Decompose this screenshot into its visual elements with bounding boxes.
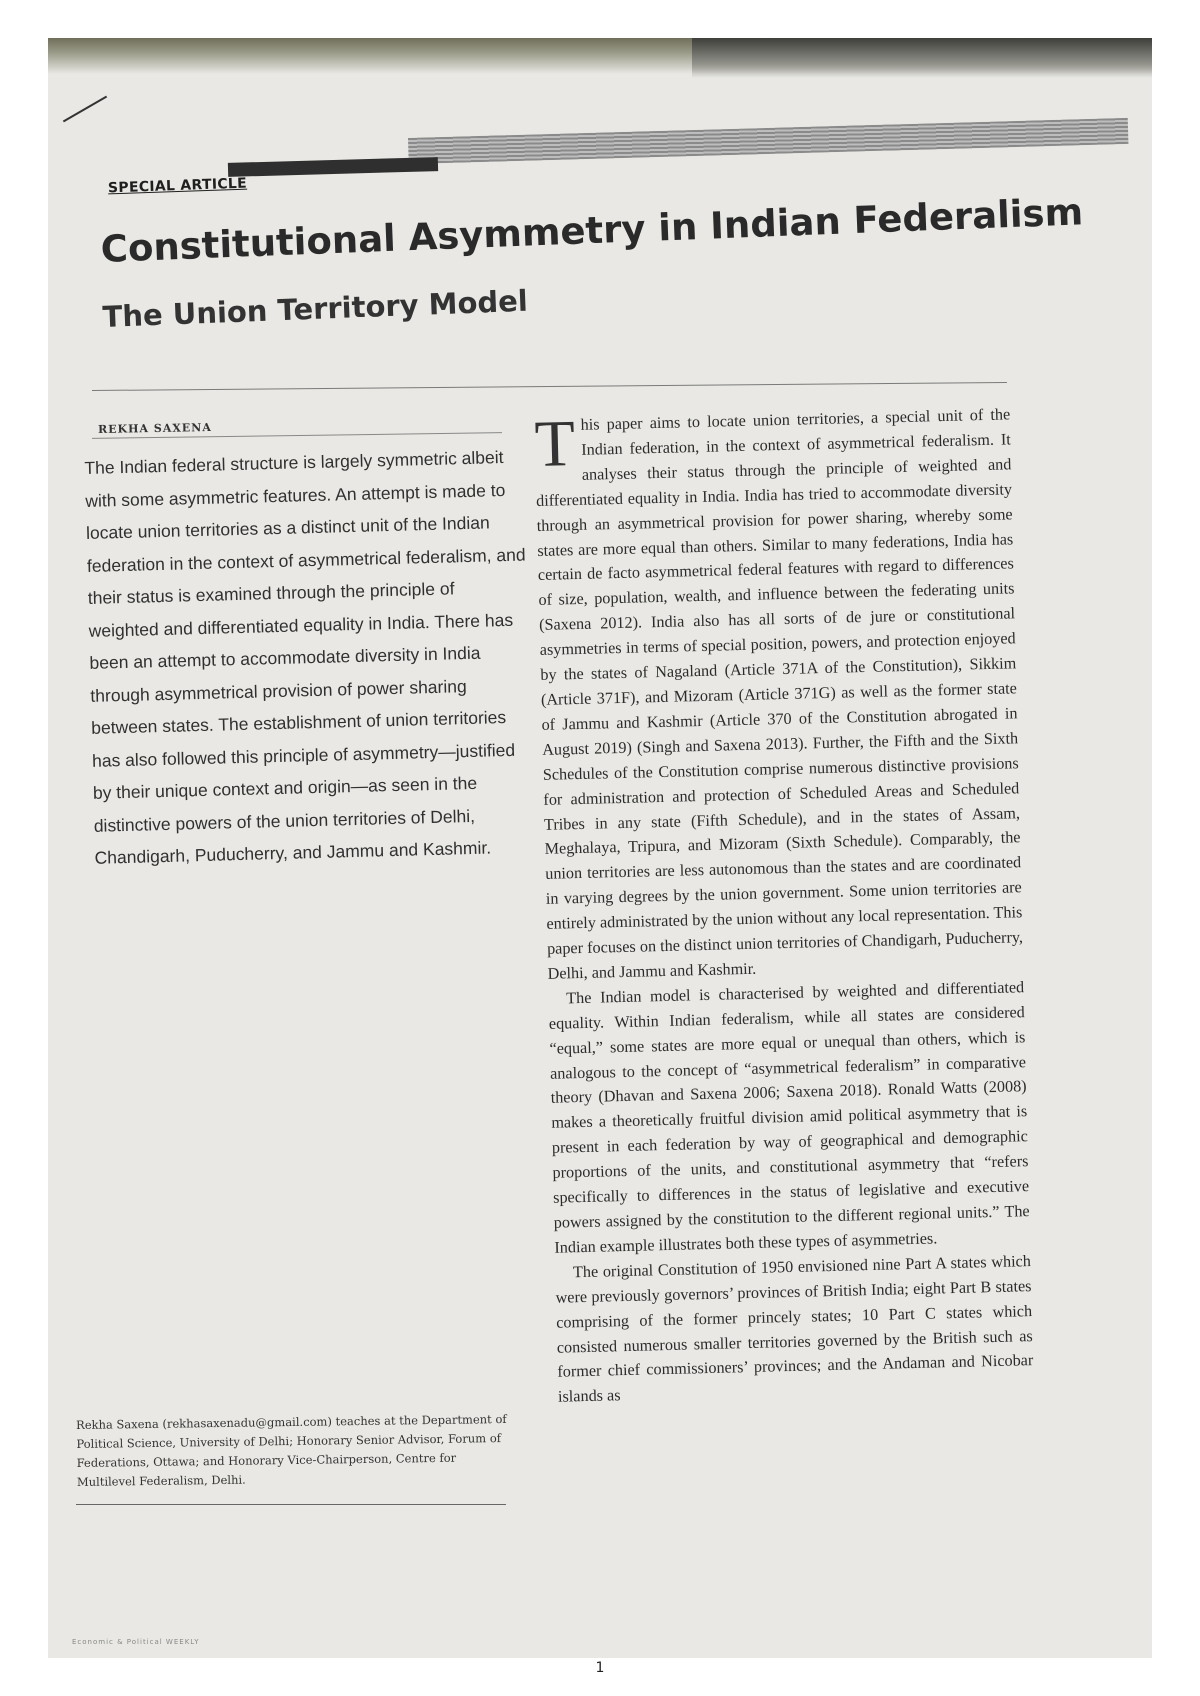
scanned-page bbox=[48, 38, 1152, 1658]
body-paragraph-3: The original Constitution of 1950 envisioned nine Part A states which were previously governors’ provinces of British India; eight Part B states comprising of the former princely states; 10 Part C states which consisted numerous smaller territories governed by the British such as former chief commissioners’ provinces; and the Andaman and Nicobar islands as bbox=[555, 1251, 1034, 1407]
page-curl-shadow bbox=[692, 38, 1152, 78]
body-column bbox=[534, 402, 1034, 1410]
section-label: SPECIAL ARTICLE bbox=[107, 175, 248, 197]
body-paragraph-2: The Indian model is characterised by weighted and differentiated equality. Within Indian federalism, while all states are considered “equal,” some states are more equal or unequal than others, which is analogous to the concept of “asymmetrical federalism” in comparative theory (Dhavan and Saxena 2006; Saxena 2018). Ronald Watts (2008) makes a theoretically fruitful division amid political asymmetry that is present in each federation by way of geographical and demographic proportions of the units, and constitutional asymmetry that “refers specifically to differences in the status of legislative and executive powers assigned by the constitution to the different regional units.” The Indian example illustrates both these types of asymmetries. bbox=[548, 978, 1030, 1257]
header-dark-bar bbox=[228, 157, 438, 177]
page-number: 1 bbox=[595, 1660, 605, 1676]
journal-footer: Economic & Political WEEKLY bbox=[72, 1638, 200, 1646]
body-paragraph-1 bbox=[534, 402, 1024, 986]
article-title: Constitutional Asymmetry in Indian Federalism bbox=[100, 190, 1084, 271]
header-stripe bbox=[408, 118, 1128, 164]
title-rule bbox=[92, 382, 1007, 391]
margin-mark bbox=[63, 96, 107, 123]
drop-cap: T bbox=[533, 407, 576, 481]
abstract bbox=[84, 440, 535, 874]
article-subtitle: The Union Territory Model bbox=[102, 283, 529, 334]
author-name: REKHA SAXENA bbox=[97, 421, 212, 436]
abstract-text: The Indian federal structure is largely symmetric albeit with some asymmetric features. An attempt is made to locate union territories as a distinct unit of the Indian federation in the context of asymmetrical federalism, and their status is examined through the principle of weighted and differentiated equality in India. There has been an attempt to accommodate diversity in India through asymmetrical provision of power sharing between states. The establishment of union territories has also followed this principle of asymmetry—justified by their unique context and origin—as seen in the distinctive powers of the union territories of Delhi, Chandigarh, Puducherry, and Jammu and Kashmir. bbox=[84, 447, 526, 868]
author-bio: Rekha Saxena (rekhasaxenadu@gmail.com) teaches at the Department of Political Science, University of Delhi; Honorary Senior Advisor, Forum of Federations, Ottawa; and Honorary Vice-Chairperson, Centre for Multilevel Federalism, Delhi. bbox=[76, 1411, 507, 1489]
bio-rule bbox=[76, 1504, 506, 1505]
body-paragraph-1-text: his paper aims to locate union territories, a special unit of the Indian federation, in the context of asymmetrical federalism. It analyses their status through the principle of weighted and differentiated equality in India. India has tried to accommodate diversity through an asymmetrical provision for power sharing, whereby some states are more equal than others. Similar to many federations, India has certain de facto asymmetrical federal features with regard to differences of size, population, wealth, and influence between the federating units (Saxena 2012). India also has all sorts of de jure or constitutional asymmetries in terms of special position, powers, and protection enjoyed by the states of Nagaland (Article 371A of the Constitution), Sikkim (Article 371F), and Mizoram (Article 371G) as well as the former state of Jammu and Kashmir (Article 370 of the Constitution abrogated in August 2019) (Singh and Saxena 2013). Further, the Fifth and the Sixth Schedules of the Constitution comprise numerous distinctive provisions for administration and protection of Scheduled Areas and Scheduled Tribes in any state (Fifth Schedule), and in the states of Assam, Meghalaya, Tripura, and Mizoram (Sixth Schedule). Comparably, the union territories are less autonomous than the states and are coordinated in varying degrees by the union government. Some union territories are entirely administrated by the union without any local representation. This paper focuses on the distinct union territories of Chandigarh, Puducherry, Delhi, and Jammu and Kashmir. bbox=[535, 405, 1024, 983]
